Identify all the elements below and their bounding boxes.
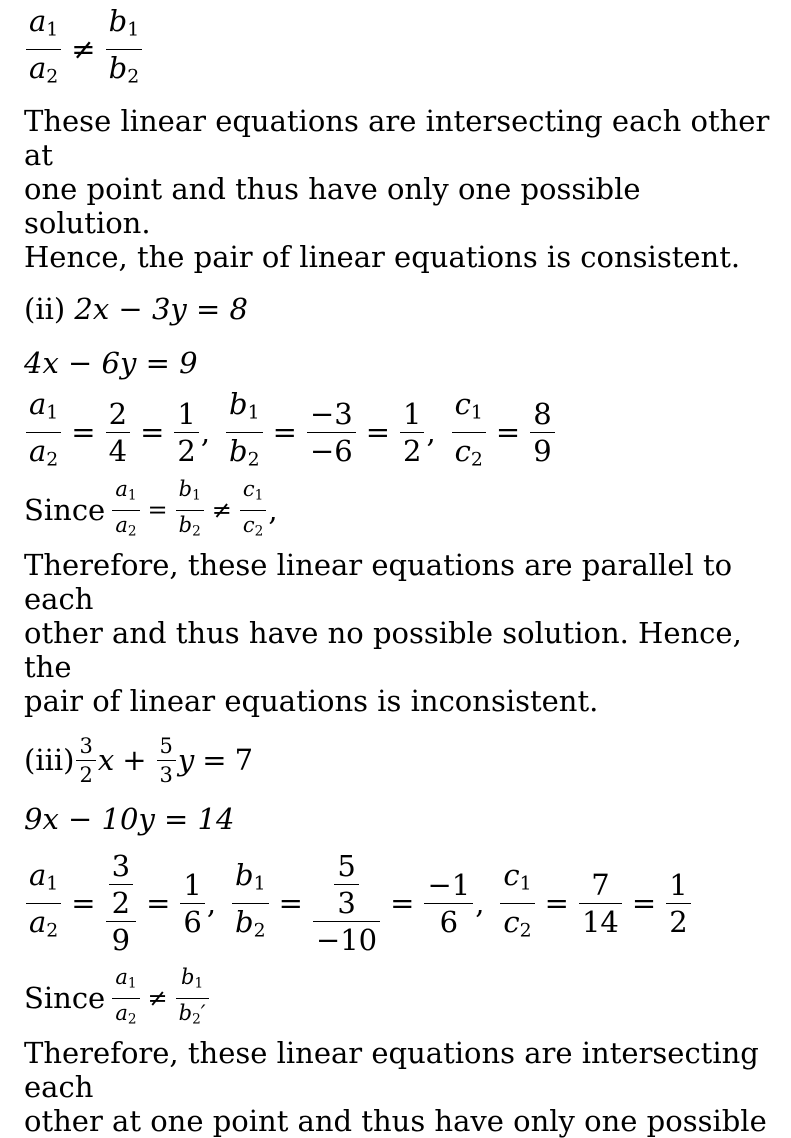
part-ii-since: Since $\frac{a_1}{a_2}$ = $\frac{b_1}{b_2}$ ≠ $\frac{c_1}{c_2}$ , — [24, 477, 278, 539]
part-ii-equation-2: 4x − 6y = 9 — [24, 346, 198, 380]
part-iii-ratios: $\frac{a_1}{a_2}$ = $\frac{\frac{3}{2}}{9}$ = $\frac{1}{6}$ , $\frac{b_1}{b_2}$ = $\frac{\frac{5}{3}}{-10}$ = $\frac{-1}{6}$ , $\frac{c_1}{c_2}$ = $\frac{7}{14}$ = $\frac{1}{2}$ — [24, 848, 774, 958]
fraction-a1-a2: $\frac{a_1}{a_2}$ — [26, 6, 61, 92]
part-iii-equation-2: 9x − 10y = 14 — [24, 802, 235, 836]
fraction: $\frac{-3}{-6}$ — [307, 399, 356, 466]
fraction: $\frac{1}{2}$ — [174, 399, 198, 466]
fraction-b1-b2: $\frac{b_1}{b_2}$ — [106, 6, 143, 92]
fraction-c1-c2: $\frac{c_1}{c_2}$ — [452, 389, 486, 475]
text-line: Therefore, these linear equations are parallel to each — [24, 548, 733, 616]
fraction: $\frac{8}{9}$ — [530, 399, 554, 466]
text-line: Hence, the pair of linear equations is consistent. — [24, 240, 741, 274]
text-line: one point and thus have only one possible solution. — [24, 172, 641, 240]
compound-fraction: $\frac{\frac{5}{3}}{-10}$ — [313, 851, 380, 955]
text-line: These linear equations are intersecting each other at — [24, 104, 770, 172]
part-iii-since: Since $\frac{a_1}{a_2}$ ≠ $\frac{b_1}{b_2'}$ — [24, 968, 774, 1028]
fraction-a1-a2: $\frac{a_1}{a_2}$ — [26, 389, 61, 475]
fraction-b1-b2: $\frac{b_1}{b_2}$ — [226, 389, 263, 475]
part-iii-equation-1: (iii) $\frac{3}{2}$ x + $\frac{5}{3}$ y = 7 — [24, 733, 254, 787]
document-page — [24, 3, 774, 1138]
part-ii-equation-1: (ii) 2x − 3y = 8 — [24, 292, 248, 326]
text-line: other at one point and thus have only one possible — [24, 1104, 767, 1138]
paragraph-consistent — [24, 104, 774, 274]
not-equal-sign: ≠ — [71, 32, 96, 66]
fraction: $\frac{2}{4}$ — [106, 399, 130, 466]
part-ii-ratios: $\frac{a_1}{a_2}$ = $\frac{2}{4}$ = $\frac{1}{2}$ , $\frac{b_1}{b_2}$ = $\frac{-3}{-6}$ = $\frac{1}{2}$ , $\frac{c_1}{c_2}$ = $\frac{8}{9}$ — [24, 394, 774, 470]
ratio-inequality-top — [24, 3, 774, 88]
paragraph-inconsistent — [24, 548, 774, 718]
fraction: $\frac{1}{2}$ — [400, 399, 424, 466]
text-line: other and thus have no possible solution. Hence, the — [24, 616, 742, 684]
text-line: Therefore, these linear equations are intersecting each — [24, 1036, 759, 1104]
text-line: pair of linear equations is inconsistent. — [24, 684, 599, 718]
compound-fraction: $\frac{\frac{3}{2}}{9}$ — [106, 851, 136, 955]
paragraph-part-iii-conclusion — [24, 1036, 774, 1138]
